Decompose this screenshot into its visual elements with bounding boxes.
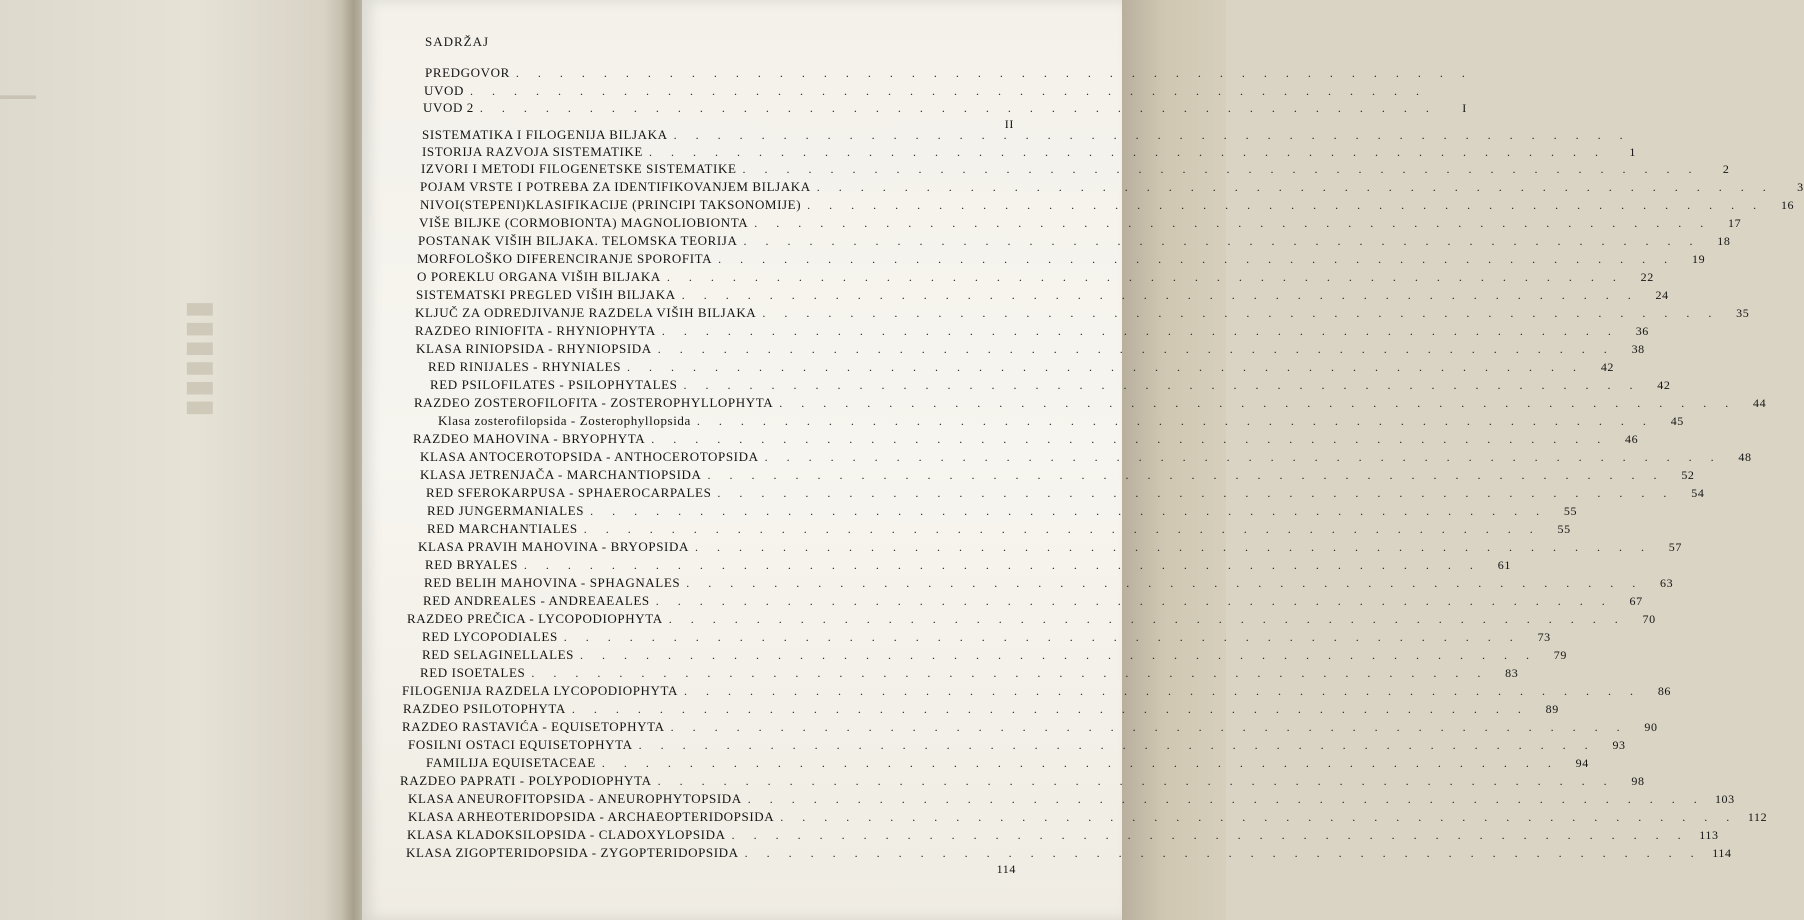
toc-leader-dots: . . . . . . . . . . . . . . . . . . . . . . . . . . . . . . . . . . . . . . . . . . . .: [744, 846, 1702, 860]
toc-entry-label: RAZDEO MAHOVINA - BRYOPHYTA: [413, 431, 646, 446]
toc-entry: [422, 127, 1631, 145]
toc-entry-page: 55: [1557, 522, 1571, 536]
toc-entry: [415, 305, 1750, 323]
toc-leader-dots: . . . . . . . . . . . . . . . . . . . . . . . . . . . . . . . . . . . . . . . . . . . .: [601, 756, 1559, 770]
toc-entry-label: RED SELAGINELLALES: [422, 647, 574, 662]
toc-entry: [420, 467, 1695, 485]
toc-entry: [424, 575, 1674, 593]
toc-leader-dots: . . . . . . . . . . . . . . . . . . . . . . . . . . . . . . . . . . . . . . . . . . . .: [731, 828, 1689, 842]
toc-entry: [418, 233, 1731, 251]
toc-entry: [422, 647, 1567, 665]
toc-entry-label: NIVOI(STEPENI)KLASIFIKACIJE (PRINCIPI TAKSONOMIJE): [420, 197, 802, 212]
toc-leader-dots: . . . . . . . . . . . . . . . . . . . . . . . . . . . . . . . . . . . . . . . . . . . .: [657, 342, 1615, 356]
toc-entry-label: SISTEMATIKA I FILOGENIJA BILJAKA: [422, 127, 668, 142]
toc-leader-dots: . . . . . . . . . . . . . . . . . . . . . . . . . . . . . . . . . . . . . . . . . . . .: [762, 306, 1720, 320]
toc-entry-label: RED PSILOFILATES - PSILOPHYTALES: [430, 377, 678, 392]
toc-entry: [425, 65, 1473, 83]
toc-leader-dots: . . . . . . . . . . . . . . . . . . . . . . . . . . . . . . . . . . . . . . . . . . . .: [583, 522, 1541, 536]
toc-entry-page: 45: [1670, 414, 1684, 428]
toc-entry-label: RED ANDREALES - ANDREAEALES: [423, 593, 650, 608]
toc-entry-label: PREDGOVOR: [425, 65, 510, 80]
toc-entry: [423, 100, 1467, 118]
toc-leader-dots: . . . . . . . . . . . . . . . . . . . . . . . . . . . . . . . . . . . . . . . . . . . .: [627, 360, 1585, 374]
toc-entry-label: KLASA ANEUROFITOPSIDA - ANEUROPHYTOPSIDA: [408, 791, 742, 806]
toc-leader-dots: . . . . . . . . . . . . . . . . . . . . . . . . . . . . . . . . . . . . . . . . . . . .: [651, 432, 1609, 446]
toc-entry-page: 19: [1691, 252, 1706, 266]
toc-entry-label: RED BRYALES: [425, 557, 518, 572]
toc-leader-dots: . . . . . . . . . . . . . . . . . . . . . . . . . . . . . . . . . . . . . . . . . . . .: [531, 666, 1489, 680]
toc-entry-page: 38: [1631, 342, 1645, 356]
toc-leader-dots: . . . . . . . . . . . . . . . . . . . . . . . . . . . . . . . . . . . . . . . . . . . .: [668, 612, 1626, 626]
toc-entry-label: RED ISOETALES: [420, 665, 526, 680]
toc-leader-dots: . . . . . . . . . . . . . . . . . . . . . . . . . . . . . . . . . . . . . . . . . . . .: [666, 270, 1624, 284]
toc-entry-page: 63: [1660, 576, 1674, 590]
toc-entry-label: RAZDEO RINIOFITA - RHYNIOPHYTA: [415, 323, 656, 338]
toc-entry-label: ISTORIJA RAZVOJA SISTEMATIKE: [422, 144, 643, 159]
toc-entry: [426, 755, 1589, 773]
toc-entry-label: POJAM VRSTE I POTREBA ZA IDENTIFIKOVANJEM BILJAKA: [420, 179, 811, 194]
toc-entry: [422, 629, 1551, 647]
toc-entry-page: 61: [1497, 558, 1511, 572]
toc-entry-label: POSTANAK VIŠIH BILJAKA. TELOMSKA TEORIJA: [418, 233, 738, 248]
toc-entry: [402, 683, 1672, 701]
toc-entry-label: SISTEMATSKI PREGLED VIŠIH BILJAKA: [416, 287, 676, 302]
toc-entry-label: KLJUČ ZA ODREDJIVANJE RAZDELA VIŠIH BILJAKA: [415, 305, 757, 320]
toc-entry-page: 112: [1747, 810, 1768, 824]
toc-entry-label: RAZDEO PSILOTOPHYTA: [403, 701, 566, 716]
toc-entry-page: 16: [1780, 198, 1795, 212]
toc-entry-page: 93: [1612, 738, 1626, 752]
toc-entry-page: 42: [1600, 360, 1615, 374]
toc-entry-label: FOSILNI OSTACI EQUISETOPHYTA: [408, 737, 633, 752]
toc-entry: [403, 701, 1559, 719]
toc-leader-dots: . . . . . . . . . . . . . . . . . . . . . . . . . . . . . . . . . . . . . . . . . . . .: [670, 720, 1628, 734]
toc-entry-page: 52: [1681, 468, 1695, 482]
bleed-through-lines: ▬▬▬: [0, 88, 36, 102]
toc-entry-page: 114: [1712, 846, 1732, 860]
toc-entry: [417, 269, 1654, 287]
toc-entry-label: KLASA ANTOCEROTOPSIDA - ANTHOCEROTOPSIDA: [420, 449, 759, 464]
toc-entry-page: 1: [1629, 145, 1636, 159]
toc-entry-label: RED MARCHANTIALES: [427, 521, 578, 536]
toc-entry-label: IZVORI I METODI FILOGENETSKE SISTEMATIKE: [421, 161, 737, 176]
toc-entry-page: 24: [1655, 288, 1669, 302]
toc-entry-label: RED BELIH MAHOVINA - SPHAGNALES: [424, 575, 681, 590]
toc-entry-page: 54: [1691, 486, 1705, 500]
toc-leader-dots: . . . . . . . . . . . . . . . . . . . . . . . . . . . . . . . . . . . . . . . . . . . .: [657, 774, 1615, 788]
toc-leader-dots: . . . . . . . . . . . . . . . . . . . . . . . . . . . . . . . . . . . . . . . . . . . .: [523, 558, 1481, 572]
toc-leader-dots: . . . . . . . . . . . . . . . . . . . . . . . . . . . . . . . . . . . . . . . . . . . .: [579, 648, 1537, 662]
toc-leader-dots: . . . . . . . . . . . . . . . . . . . . . . . . . . . . . . . . . . . . . . . . . . . .: [673, 128, 1631, 142]
toc-entry: [422, 144, 1636, 162]
toc-entry-page: 79: [1553, 648, 1567, 662]
toc-entry-label: UVOD 2: [423, 100, 474, 115]
toc-entry: [413, 431, 1639, 449]
toc-leader-dots: . . . . . . . . . . . . . . . . . . . . . . . . . . . . . . . . . . . . . . . . . . . .: [590, 504, 1548, 518]
toc-leader-dots: . . . . . . . . . . . . . . . . . . . . . . . . . . . . . . . . . . . . . . . . . . . .: [515, 66, 1473, 80]
toc-entry-page: 2: [1722, 162, 1730, 176]
toc-leader-dots: . . . . . . . . . . . . . . . . . . . . . . . . . . . . . . . . . . . . . . . . . . . .: [563, 630, 1521, 644]
toc-leader-dots: . . . . . . . . . . . . . . . . . . . . . . . . . . . . . . . . . . . . . . . . . . . .: [747, 792, 1705, 806]
toc-entry-label: RED SFEROKARPUSA - SPHAEROCARPALES: [426, 485, 712, 500]
toc-entry-label: RAZDEO RASTAVIĆA - EQUISETOPHYTA: [402, 719, 665, 734]
toc-entry: [406, 845, 1732, 863]
toc-leader-dots: . . . . . . . . . . . . . . . . . . . . . . . . . . . . . . . . . . . . . . . . . . . .: [686, 576, 1644, 590]
toc-leader-dots: . . . . . . . . . . . . . . . . . . . . . . . . . . . . . . . . . . . . . . . . . . . .: [754, 216, 1712, 230]
toc-entry: [420, 665, 1519, 683]
toc-entry-page: 48: [1738, 450, 1752, 464]
toc-entry-label: KLASA PRAVIH MAHOVINA - BRYOPSIDA: [418, 539, 689, 554]
toc-leader-dots: . . . . . . . . . . . . . . . . . . . . . . . . . . . . . . . . . . . . . . . . . . . .: [807, 198, 1765, 212]
toc-leader-dots: . . . . . . . . . . . . . . . . . . . . . . . . . . . . . . . . . . . . . . . . . . . .: [571, 702, 1529, 716]
toc-leader-dots: . . . . . . . . . . . . . . . . . . . . . . . . . . . . . . . . . . . . . . . . . . . .: [648, 145, 1606, 159]
toc-entry: [417, 251, 1706, 269]
left-page: [0, 0, 352, 920]
toc-entry-page: 22: [1640, 270, 1654, 284]
toc-entry: [407, 827, 1719, 845]
toc-entry-page: 73: [1537, 630, 1551, 644]
toc-entry: [419, 215, 1742, 233]
toc-leader-dots: . . . . . . . . . . . . . . . . . . . . . . . . . . . . . . . . . . . . . . . . . . . .: [816, 180, 1774, 194]
toc-leader-dots: . . . . . . . . . . . . . . . . . . . . . . . . . . . . . . . . . . . . . . . . . . . .: [742, 162, 1700, 176]
toc-entry-page: 17: [1728, 216, 1742, 230]
toc-entry: [420, 179, 1804, 197]
toc-entry-page: 83: [1505, 666, 1519, 680]
toc-entry-page: I: [1462, 101, 1467, 115]
toc-entry-page: 94: [1575, 756, 1589, 770]
toc-leader-dots: . . . . . . . . . . . . . . . . . . . . . . . . . . . . . . . . . . . . . . . . . . . .: [469, 84, 1427, 98]
toc-entry-label: RED RINIJALES - RHYNIALES: [428, 359, 622, 374]
toc-entry: [416, 287, 1669, 305]
toc-entry-page: 46: [1625, 432, 1639, 446]
toc-leader-dots: . . . . . . . . . . . . . . . . . . . . . . . . . . . . . . . . . . . . . . . . . . . .: [718, 252, 1676, 266]
toc-entry-page: 36: [1635, 324, 1649, 338]
toc-entry: [408, 737, 1626, 755]
toc-entry: [414, 395, 1767, 413]
toc-entry-page: 67: [1629, 594, 1643, 608]
toc-entry-label: RED LYCOPODIALES: [422, 629, 558, 644]
toc-leader-dots: . . . . . . . . . . . . . . . . . . . . . . . . . . . . . . . . . . . . . . . . . . . .: [479, 101, 1437, 115]
toc-entry: [427, 521, 1571, 539]
toc-title: SADRŽAJ: [425, 34, 490, 49]
toc-entry-label: UVOD: [424, 83, 464, 98]
toc-entry: [408, 809, 1768, 827]
toc-entry: [416, 341, 1645, 359]
toc-entry: [423, 593, 1643, 611]
toc-leader-dots: . . . . . . . . . . . . . . . . . . . . . . . . . . . . . . . . . . . . . . . . . . . .: [683, 378, 1641, 392]
toc-leader-dots: . . . . . . . . . . . . . . . . . . . . . . . . . . . . . . . . . . . . . . . . . . . .: [696, 414, 1654, 428]
toc-entry: [430, 377, 1671, 395]
toc-entry-label: VIŠE BILJKE (CORMOBIONTA) MAGNOLIOBIONTA: [419, 215, 749, 230]
toc-entry-page: 44: [1752, 396, 1767, 410]
toc-entry-label: RAZDEO PREČICA - LYCOPODIOPHYTA: [407, 611, 663, 626]
toc-entry: [980, 862, 1016, 880]
toc-entry: [402, 719, 1658, 737]
toc-entry-label: O POREKLU ORGANA VIŠIH BILJAKA: [417, 269, 661, 284]
toc-leader-dots: . . . . . . . . . . . . . . . . . . . . . . . . . . . . . . . . . . . . . . . . . . . .: [717, 486, 1675, 500]
toc-leader-dots: . . . . . . . . . . . . . . . . . . . . . . . . . . . . . . . . . . . . . . . . . . . .: [684, 684, 1642, 698]
toc-entry-page: 89: [1545, 702, 1559, 716]
toc-entry-label: KLASA ZIGOPTERIDOPSIDA - ZYGOPTERIDOPSIDA: [406, 845, 739, 860]
toc-entry-page: II: [1004, 117, 1014, 131]
toc-entry-page: 103: [1714, 792, 1735, 806]
toc-entry: [427, 503, 1578, 521]
toc-entry: [415, 323, 1649, 341]
toc-entry: [424, 83, 1427, 101]
toc-entry-page: 90: [1644, 720, 1658, 734]
toc-entry: [420, 197, 1795, 215]
toc-entry: [418, 539, 1682, 557]
toc-entry-page: 98: [1631, 774, 1645, 788]
toc-entry-label: RAZDEO PAPRATI - POLYPODIOPHYTA: [400, 773, 652, 788]
toc-leader-dots: . . . . . . . . . . . . . . . . . . . . . . . . . . . . . . . . . . . . . . . . . . . .: [694, 540, 1652, 554]
toc-entry: [421, 161, 1730, 179]
toc-entry: [400, 773, 1645, 791]
toc-entry-page: 3: [1797, 180, 1804, 194]
toc-entry-page: 35: [1736, 306, 1750, 320]
toc-leader-dots: . . . . . . . . . . . . . . . . . . . . . . . . . . . . . . . . . . . . . . . . . . . .: [681, 288, 1639, 302]
toc-entry-label: RED JUNGERMANIALES: [427, 503, 585, 518]
toc-entry-page: 42: [1657, 378, 1671, 392]
toc-entry: [408, 791, 1735, 809]
toc-leader-dots: . . . . . . . . . . . . . . . . . . . . . . . . . . . . . . . . . . . . . . . . . . . .: [764, 450, 1722, 464]
toc-entry: [428, 359, 1615, 377]
toc-leader-dots: . . . . . . . . . . . . . . . . . . . . . . . . . . . . . . . . . . . . . . . . . . . .: [743, 234, 1701, 248]
toc-entry-label: MORFOLOŠKO DIFERENCIRANJE SPOROFITA: [417, 251, 713, 266]
toc-entry: [420, 449, 1752, 467]
toc-entry-page: 113: [1699, 828, 1719, 842]
toc-leader-dots: . . . . . . . . . . . . . . . . . . . . . . . . . . . . . . . . . . . . . . . . . . . .: [780, 810, 1738, 824]
toc-entry-page: 114: [996, 862, 1016, 876]
toc-entry-label: KLASA JETRENJAČA - MARCHANTIOPSIDA: [420, 467, 702, 482]
toc-entry-page: 57: [1668, 540, 1682, 554]
toc-leader-dots: . . . . . . . . . . . . . . . . . . . . . . . . . . . . . . . . . . . . . . . . . . . .: [661, 324, 1619, 338]
toc-entry-page: 70: [1642, 612, 1656, 626]
toc-entry-label: KLASA RINIOPSIDA - RHYNIOPSIDA: [416, 341, 652, 356]
toc-entry: [426, 485, 1705, 503]
toc-leader-dots: . . . . . . . . . . . . . . . . . . . . . . . . . . . . . . . . . . . . . . . . . . . .: [655, 594, 1613, 608]
toc-entry-label: RAZDEO ZOSTEROFILOFITA - ZOSTEROPHYLLOPHYTA: [414, 395, 774, 410]
toc-entry-label: KLASA ARHEOTERIDOPSIDA - ARCHAEOPTERIDOPSIDA: [408, 809, 775, 824]
toc-leader-dots: . . . . . . . . . . . . . . . . . . . . . . . . . . . . . . . . . . . . . . . . . . . .: [779, 396, 1737, 410]
toc-entry-label: KLASA KLADOKSILOPSIDA - CLADOXYLOPSIDA: [407, 827, 726, 842]
toc-entry-label: Klasa zosterofilopsida - Zosterophyllopsida: [438, 413, 691, 428]
toc-entry: [438, 413, 1684, 431]
bleed-through-text: ▮▮▮▮▮▮: [183, 300, 220, 419]
toc-leader-dots: . . . . . . . . . . . . . . . . . . . . . . . . . . . . . . . . . . . . . . . . . . . .: [638, 738, 1596, 752]
toc-entry-label: FILOGENIJA RAZDELA LYCOPODIOPHYTA: [402, 683, 679, 698]
toc-entry-page: 55: [1563, 504, 1578, 518]
toc-entry-label: FAMILIJA EQUISETACEAE: [426, 755, 596, 770]
toc-entry: [407, 611, 1656, 629]
toc-entry: [425, 557, 1511, 575]
toc-entry-page: 18: [1717, 234, 1731, 248]
toc-leader-dots: . . . . . . . . . . . . . . . . . . . . . . . . . . . . . . . . . . . . . . . . . . . .: [707, 468, 1665, 482]
toc-entry-page: 86: [1657, 684, 1672, 698]
